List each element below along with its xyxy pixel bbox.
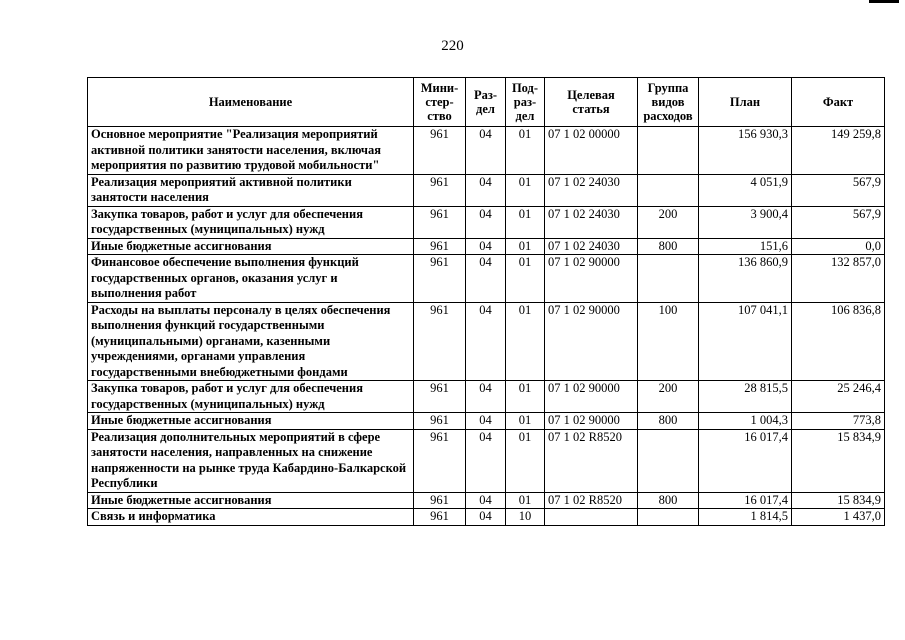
cell-section: 04 bbox=[466, 429, 506, 492]
cell-plan: 156 930,3 bbox=[699, 127, 792, 175]
cell-ministry: 961 bbox=[414, 381, 466, 413]
cell-group bbox=[638, 255, 699, 303]
table-row bbox=[88, 238, 885, 255]
header-name: Наименование bbox=[88, 78, 414, 127]
cell-subsection: 01 bbox=[506, 413, 545, 430]
header-plan: План bbox=[699, 78, 792, 127]
cell-target: 07 1 02 00000 bbox=[545, 127, 638, 175]
table-row bbox=[88, 429, 885, 492]
cell-subsection: 01 bbox=[506, 255, 545, 303]
cell-section: 04 bbox=[466, 381, 506, 413]
cell-plan: 16 017,4 bbox=[699, 429, 792, 492]
table-row bbox=[88, 381, 885, 413]
cell-plan: 28 815,5 bbox=[699, 381, 792, 413]
cell-section: 04 bbox=[466, 174, 506, 206]
cell-ministry: 961 bbox=[414, 302, 466, 381]
cell-ministry: 961 bbox=[414, 238, 466, 255]
cell-ministry: 961 bbox=[414, 206, 466, 238]
cell-name: Иные бюджетные ассигнования bbox=[88, 492, 414, 509]
cell-fact: 15 834,9 bbox=[792, 492, 885, 509]
cell-plan: 136 860,9 bbox=[699, 255, 792, 303]
cell-plan: 151,6 bbox=[699, 238, 792, 255]
cell-group: 200 bbox=[638, 381, 699, 413]
cell-plan: 16 017,4 bbox=[699, 492, 792, 509]
cell-target: 07 1 02 90000 bbox=[545, 302, 638, 381]
table-row bbox=[88, 509, 885, 526]
header-section: Раз- дел bbox=[466, 78, 506, 127]
cell-target: 07 1 02 24030 bbox=[545, 206, 638, 238]
cell-plan: 1 814,5 bbox=[699, 509, 792, 526]
cell-section: 04 bbox=[466, 492, 506, 509]
table-body bbox=[88, 127, 885, 526]
cell-section: 04 bbox=[466, 509, 506, 526]
cell-subsection: 01 bbox=[506, 127, 545, 175]
cell-target: 07 1 02 R8520 bbox=[545, 492, 638, 509]
cell-target: 07 1 02 90000 bbox=[545, 381, 638, 413]
cell-fact: 0,0 bbox=[792, 238, 885, 255]
budget-table bbox=[87, 77, 885, 526]
cell-fact: 1 437,0 bbox=[792, 509, 885, 526]
cell-fact: 567,9 bbox=[792, 174, 885, 206]
cell-target: 07 1 02 90000 bbox=[545, 255, 638, 303]
cell-group bbox=[638, 174, 699, 206]
cell-fact: 106 836,8 bbox=[792, 302, 885, 381]
cell-plan: 107 041,1 bbox=[699, 302, 792, 381]
cell-name: Реализация мероприятий активной политики занятости населения bbox=[88, 174, 414, 206]
cell-group: 800 bbox=[638, 413, 699, 430]
cell-subsection: 01 bbox=[506, 302, 545, 381]
table-row bbox=[88, 413, 885, 430]
cell-group: 200 bbox=[638, 206, 699, 238]
table-row bbox=[88, 255, 885, 303]
cell-subsection: 01 bbox=[506, 492, 545, 509]
cell-plan: 3 900,4 bbox=[699, 206, 792, 238]
cell-subsection: 01 bbox=[506, 174, 545, 206]
cell-section: 04 bbox=[466, 206, 506, 238]
cell-ministry: 961 bbox=[414, 413, 466, 430]
cell-name: Реализация дополнительных мероприятий в сфере занятости населения, направленных на снижение напряженности на рынке труда Кабардино-Балкарской Республики bbox=[88, 429, 414, 492]
cell-plan: 4 051,9 bbox=[699, 174, 792, 206]
cell-subsection: 01 bbox=[506, 238, 545, 255]
cell-section: 04 bbox=[466, 255, 506, 303]
cell-name: Связь и информатика bbox=[88, 509, 414, 526]
cell-name: Расходы на выплаты персоналу в целях обеспечения выполнения функций государственными (муниципальными) органами, казенными учреждениями, органами управления государственными внебюджетными фондами bbox=[88, 302, 414, 381]
table-row bbox=[88, 127, 885, 175]
cell-target bbox=[545, 509, 638, 526]
cell-fact: 149 259,8 bbox=[792, 127, 885, 175]
cell-name: Иные бюджетные ассигнования bbox=[88, 413, 414, 430]
header-target: Целевая статья bbox=[545, 78, 638, 127]
cell-fact: 15 834,9 bbox=[792, 429, 885, 492]
table-row bbox=[88, 302, 885, 381]
cell-target: 07 1 02 90000 bbox=[545, 413, 638, 430]
cell-ministry: 961 bbox=[414, 429, 466, 492]
cell-ministry: 961 bbox=[414, 492, 466, 509]
cell-ministry: 961 bbox=[414, 509, 466, 526]
cell-section: 04 bbox=[466, 127, 506, 175]
cell-ministry: 961 bbox=[414, 127, 466, 175]
cell-subsection: 01 bbox=[506, 381, 545, 413]
cell-ministry: 961 bbox=[414, 255, 466, 303]
cell-name: Закупка товаров, работ и услуг для обеспечения государственных (муниципальных) нужд bbox=[88, 206, 414, 238]
cell-name: Основное мероприятие "Реализация мероприятий активной политики занятости населения, включая мероприятия по развитию трудовой мобильности" bbox=[88, 127, 414, 175]
cell-plan: 1 004,3 bbox=[699, 413, 792, 430]
cell-name: Закупка товаров, работ и услуг для обеспечения государственных (муниципальных) нужд bbox=[88, 381, 414, 413]
cell-fact: 132 857,0 bbox=[792, 255, 885, 303]
page-number: 220 bbox=[441, 38, 464, 54]
cell-group: 800 bbox=[638, 238, 699, 255]
cell-target: 07 1 02 R8520 bbox=[545, 429, 638, 492]
cell-name: Финансовое обеспечение выполнения функций государственных органов, оказания услуг и выполнения работ bbox=[88, 255, 414, 303]
cell-group bbox=[638, 509, 699, 526]
header-fact: Факт bbox=[792, 78, 885, 127]
cell-section: 04 bbox=[466, 413, 506, 430]
cell-group: 800 bbox=[638, 492, 699, 509]
cell-target: 07 1 02 24030 bbox=[545, 174, 638, 206]
cell-target: 07 1 02 24030 bbox=[545, 238, 638, 255]
cell-group bbox=[638, 127, 699, 175]
header-subsection: Под- раз- дел bbox=[506, 78, 545, 127]
table-header-row bbox=[88, 78, 885, 127]
cell-subsection: 01 bbox=[506, 429, 545, 492]
cell-fact: 567,9 bbox=[792, 206, 885, 238]
table-row bbox=[88, 492, 885, 509]
cell-subsection: 10 bbox=[506, 509, 545, 526]
cell-name: Иные бюджетные ассигнования bbox=[88, 238, 414, 255]
header-group: Группа видов расходов bbox=[638, 78, 699, 127]
cell-group bbox=[638, 429, 699, 492]
top-edge-rule bbox=[869, 0, 899, 3]
table-row bbox=[88, 174, 885, 206]
cell-subsection: 01 bbox=[506, 206, 545, 238]
header-ministry: Мини- стер- ство bbox=[414, 78, 466, 127]
cell-fact: 25 246,4 bbox=[792, 381, 885, 413]
cell-fact: 773,8 bbox=[792, 413, 885, 430]
cell-group: 100 bbox=[638, 302, 699, 381]
cell-section: 04 bbox=[466, 238, 506, 255]
cell-section: 04 bbox=[466, 302, 506, 381]
cell-ministry: 961 bbox=[414, 174, 466, 206]
table-row bbox=[88, 206, 885, 238]
